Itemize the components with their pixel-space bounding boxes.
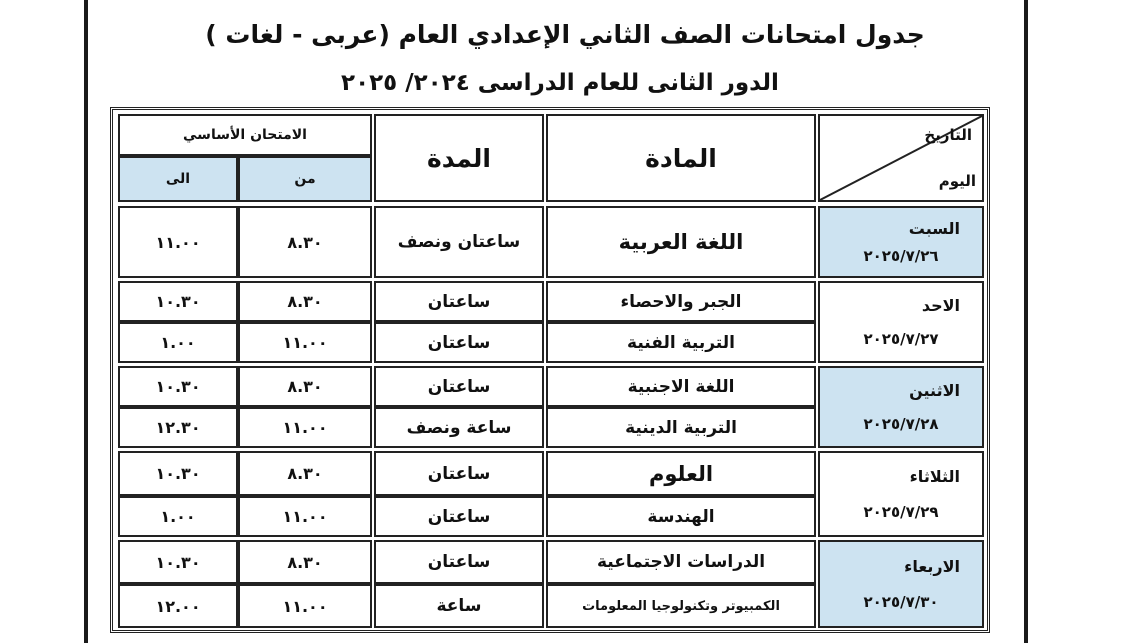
from-time-cell: ١١.٠٠ xyxy=(238,584,372,628)
duration-cell: ساعتان xyxy=(374,540,544,584)
subject-cell: اللغة العربية xyxy=(546,206,816,278)
from-time-cell: ٨.٣٠ xyxy=(238,366,372,407)
subject-cell: التربية الفنية xyxy=(546,322,816,363)
subject-cell: الجبر والاحصاء xyxy=(546,281,816,322)
duration-cell: ساعتان xyxy=(374,322,544,363)
duration-header: المدة xyxy=(374,114,544,202)
to-time-cell: ١٢.٣٠ xyxy=(118,407,238,448)
duration-cell: ساعتان xyxy=(374,366,544,407)
from-time-cell: ٨.٣٠ xyxy=(238,281,372,322)
day-name: الاربعاء xyxy=(904,556,960,576)
day-cell-monday xyxy=(818,366,984,448)
day-cell-saturday xyxy=(818,206,984,278)
subject-cell: العلوم xyxy=(546,451,816,496)
day-name: الثلاثاء xyxy=(909,467,960,487)
day-date: ٢٠٢٥/٧/٢٩ xyxy=(863,502,939,521)
day-name: الاحد xyxy=(921,296,960,316)
subject-cell: الدراسات الاجتماعية xyxy=(546,540,816,584)
to-time-cell: ١٢.٠٠ xyxy=(118,584,238,628)
to-time-cell: ١٠.٣٠ xyxy=(118,540,238,584)
duration-cell: ساعتان xyxy=(374,451,544,496)
duration-cell: ساعتان ونصف xyxy=(374,206,544,278)
subject-cell: اللغة الاجنبية xyxy=(546,366,816,407)
to-time-cell: ١.٠٠ xyxy=(118,322,238,363)
from-time-cell: ٨.٣٠ xyxy=(238,206,372,278)
day-header-label: اليوم xyxy=(938,172,976,190)
exam-basic-header: الامتحان الأساسي xyxy=(118,114,372,156)
to-time-cell: ١.٠٠ xyxy=(118,496,238,537)
from-header: من xyxy=(238,156,372,202)
date-header-label: التاريخ xyxy=(924,126,972,144)
page-subtitle: الدور الثانى للعام الدراسى ٢٠٢٤/ ٢٠٢٥ xyxy=(341,70,779,96)
duration-cell: ساعة ونصف xyxy=(374,407,544,448)
day-cell-sunday xyxy=(818,281,984,363)
left-border-line xyxy=(84,0,88,643)
duration-cell: ساعتان xyxy=(374,281,544,322)
from-time-cell: ٨.٣٠ xyxy=(238,451,372,496)
from-time-cell: ٨.٣٠ xyxy=(238,540,372,584)
day-date: ٢٠٢٥/٧/٢٧ xyxy=(863,329,939,348)
day-name: السبت xyxy=(908,218,960,238)
day-date: ٢٠٢٥/٧/٢٨ xyxy=(863,414,939,433)
day-name: الاثنين xyxy=(909,381,960,401)
subject-cell: التربية الدينية xyxy=(546,407,816,448)
from-time-cell: ١١.٠٠ xyxy=(238,496,372,537)
duration-cell: ساعتان xyxy=(374,496,544,537)
to-time-cell: ١١.٠٠ xyxy=(118,206,238,278)
day-date: ٢٠٢٥/٧/٣٠ xyxy=(863,593,939,612)
date-day-header-cell xyxy=(818,114,984,202)
subject-header: المادة xyxy=(546,114,816,202)
to-time-cell: ١٠.٣٠ xyxy=(118,451,238,496)
day-cell-tuesday xyxy=(818,451,984,537)
day-cell-wednesday xyxy=(818,540,984,628)
to-time-cell: ١٠.٣٠ xyxy=(118,366,238,407)
duration-cell: ساعة xyxy=(374,584,544,628)
subject-cell: الهندسة xyxy=(546,496,816,537)
right-border-line xyxy=(1024,0,1028,643)
from-time-cell: ١١.٠٠ xyxy=(238,407,372,448)
to-header: الى xyxy=(118,156,238,202)
to-time-cell: ١٠.٣٠ xyxy=(118,281,238,322)
from-time-cell: ١١.٠٠ xyxy=(238,322,372,363)
page-title: جدول امتحانات الصف الثاني الإعدادي العام (عربى - لغات ) xyxy=(205,20,925,49)
subject-cell: الكمبيوتر وتكنولوجيا المعلومات xyxy=(546,584,816,628)
day-date: ٢٠٢٥/٧/٢٦ xyxy=(863,247,939,266)
